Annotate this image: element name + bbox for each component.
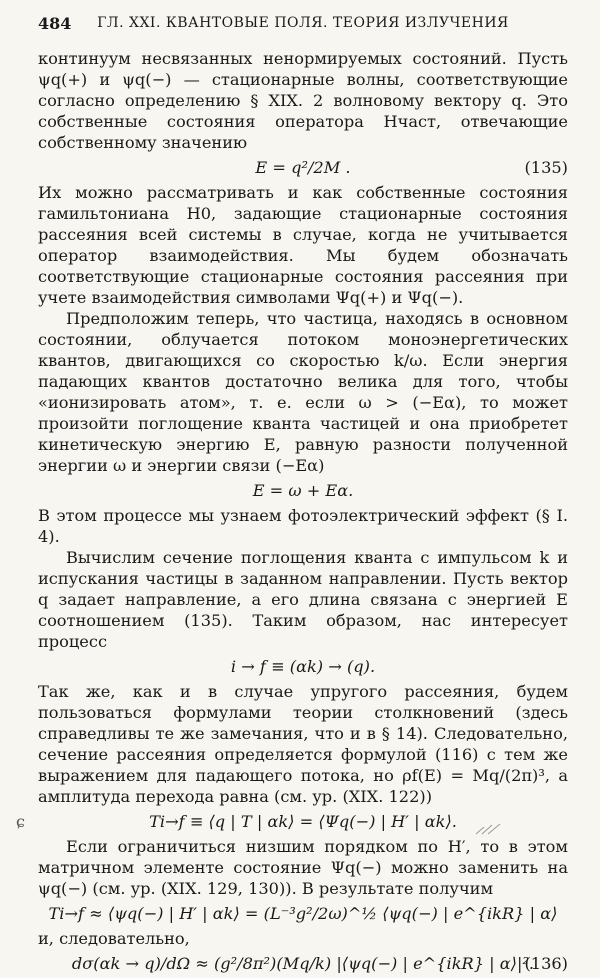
paragraph-3: Предположим теперь, что частица, находясь в основном состоянии, облучается потоком моноэнергетических квантов, двигающихся со скоростью k/ω. Если энергия падающих квантов достаточно велика для того, чтобы «ионизировать атом», т. е. если ω > (−Eα), то может произойти поглощение кванта частицей и она приобретет кинетическую энергию E, равную разности полученной энергии ω и энергии связи (−Eα) <box>38 309 568 475</box>
equation-transition-approx-formula: Ti→f ≈ ⟨ψq(−) | H′ | αk⟩ = (L⁻³g²/2ω)^½ ⟨ψq(−) | e^{ikR} | α⟩ <box>48 904 558 923</box>
paragraph-8: и, следовательно, <box>38 929 190 948</box>
margin-mark-icon: ɕ <box>16 812 26 831</box>
paragraph-4: В этом процессе мы узнаем фотоэлектрический эффект (§ I. 4). <box>38 506 568 546</box>
equation-135 <box>38 157 568 178</box>
equation-energy <box>38 480 568 501</box>
running-title: ГЛ. XXI. КВАНТОВЫЕ ПОЛЯ. ТЕОРИЯ ИЗЛУЧЕНИЯ <box>97 15 509 31</box>
paragraph-7: Если ограничиться низшим порядком по H′, то в этом матричном элементе состояние Ψq(−) можно заменить на ψq(−) (см. ур. (XIX. 129, 130)). В результате получим <box>38 837 568 898</box>
equation-136-formula: dσ(αk → q)/dΩ ≈ (g²/8π²)(Mq/k) |⟨ψq(−) | e^{ikR} | α⟩|². <box>71 954 535 973</box>
paragraph-2: Их можно рассматривать и как собственные состояния гамильтониана H0, задающие стационарные состояния рассеяния всей системы в случае, когда не учитывается оператор взаимодействия. Мы будем обозначать соответствующие стационарные состояния рассеяния при учете взаимодействия символами Ψq(+) и Ψq(−). <box>38 183 568 307</box>
equation-process <box>38 656 568 677</box>
paragraph-5: Вычислим сечение поглощения кванта с импульсом k и испускания частицы в заданном направлении. Пусть вектор q задает направление, а его длина связана с энергией E соотношением (135). Таким образом, нас интересует процесс <box>38 548 568 651</box>
page-number: 484 <box>38 14 72 33</box>
equation-process-formula: i → f ≡ (αk) → (q). <box>230 657 376 676</box>
page-header <box>38 14 568 38</box>
equation-transition-amplitude-formula: Ti→f ≡ ⟨q | T | αk⟩ = ⟨Ψq(−) | H′ | αk⟩. <box>149 812 457 831</box>
paragraph-6: Так же, как и в случае упругого рассеяния, будем пользоваться формулами теории столкновений (здесь справедливы те же замечания, что и в § 14). Следовательно, сечение рассеяния определяется формулой (116) с тем же выражением для падающего потока, но ρf(E) = Mq/(2π)³, а амплитуда перехода равна (см. ур. (XIX. 122)) <box>38 682 568 806</box>
pencil-scratch-icon <box>474 822 504 836</box>
page-body <box>16 48 568 978</box>
equation-transition-approx <box>38 903 568 924</box>
equation-136-number: (136) <box>524 954 568 973</box>
equation-energy-formula: E = ω + Eα. <box>252 481 354 500</box>
equation-135-number: (135) <box>524 158 568 177</box>
equation-136 <box>38 953 568 974</box>
paragraph-1: континуум несвязанных ненормируемых состояний. Пусть ψq(+) и ψq(−) — стационарные волны, соответствующие согласно определению § XIX. 2 волновому вектору q. Это собственные состояния оператора Hчаст, отвечающие собственному значению <box>38 49 568 152</box>
equation-135-formula: E = q²/2M . <box>255 158 351 177</box>
